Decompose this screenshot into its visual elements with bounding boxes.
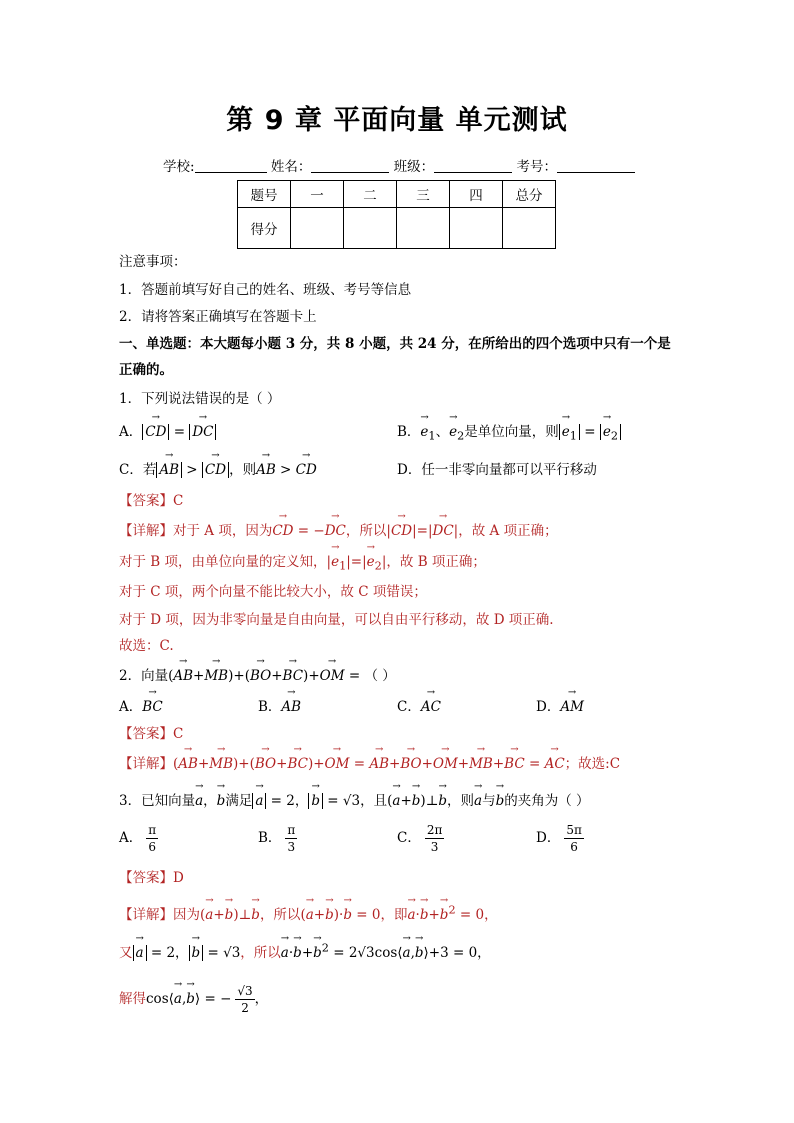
fraction: $\frac{\pi}{6}$ [148, 823, 157, 854]
q1-option-b: B．→ $e_1$、→ $e_2$是单位向量，则→ $e_1$ = → $e_2$ [397, 420, 621, 443]
question-1-stem: 1．下列说法错误的是（ ） [119, 391, 281, 407]
fraction: $\frac{2\pi}{3}$ [426, 823, 443, 854]
name-blank[interactable] [311, 159, 389, 173]
score-header-cell: 一 [291, 181, 344, 208]
detail-label: 【详解】 [119, 523, 173, 539]
page-title: 第 9 章 平面向量 单元测试 [226, 105, 568, 136]
q2-answer: 【答案】C [119, 726, 184, 742]
detail-label: 【详解】 [119, 756, 173, 772]
score-cell[interactable] [397, 208, 450, 249]
option-label: B． [258, 699, 282, 715]
score-cell[interactable] [503, 208, 556, 249]
option-label: B． [397, 424, 421, 440]
detail-text: ，故 A 项正确； [458, 523, 558, 539]
stem-text: 3．已知向量 [119, 793, 196, 809]
option-label: A． [119, 699, 143, 715]
fraction: $\frac{5\pi}{6}$ [566, 823, 582, 854]
exam-no-label: 考号： [516, 159, 557, 175]
option-label: D． [536, 830, 561, 846]
score-cell[interactable] [450, 208, 503, 249]
q3-option-a [119, 822, 158, 855]
q2-detail: 【详解】(→ AB+→ MB)+(→ BO+→ BC)+→ OM = → AB+→ BO+→ OM+→ MB+→ BC = → AC；故选:C [119, 752, 620, 772]
fraction: $\frac{√3}{2}$ [237, 984, 253, 1015]
q1-option-d: D．任一非零向量都可以平行移动 [397, 462, 597, 478]
detail-text: ，故 B 项正确； [386, 554, 486, 570]
q3-option-d [536, 822, 584, 855]
option-label: C． [397, 699, 421, 715]
class-blank[interactable] [434, 159, 512, 173]
notes-item: 2．请将答案正确填写在答题卡上 [119, 309, 317, 325]
class-label: 班级： [393, 159, 435, 175]
question-3-stem: 3．已知向量→ a，→ b满足→ a = 2，→ b = √3，且(→ a+→ b)⊥→ b，则→ a与→ b的夹角为（ ） [119, 789, 590, 809]
q1-detail-1: 【详解】对于 A 项，因为→ CD = −→ DC，所以|→ CD|=|→ DC|，故 A 项正确； [119, 519, 558, 539]
score-cell[interactable] [291, 208, 344, 249]
q3-option-c [397, 822, 444, 855]
q2-option-d: D．→ AM [536, 695, 584, 715]
detail-text: 因为 [173, 907, 200, 923]
q3-detail-2: 又→ a = 2，→ b = √3，所以→ $a\cdot\to b+\to b^2$ = 2√3cos⟨→ a,→ b⟩+3 = 0， [119, 941, 491, 961]
option-label: C．若 [119, 462, 157, 478]
score-header-cell: 总分 [503, 181, 556, 208]
stem-text: （ ） [364, 668, 396, 684]
q3-answer: 【答案】D [119, 870, 184, 886]
school-label: 学校: [163, 159, 195, 175]
stem-text: ，且 [360, 793, 388, 809]
detail-text: ，所以 [240, 945, 281, 961]
detail-label: 【详解】 [119, 907, 173, 923]
section-heading-cont: 正确的。 [119, 362, 173, 378]
stem-text: 与 [482, 793, 496, 809]
q2-option-a: A．→ BC [119, 695, 163, 715]
fraction: $\frac{\pi}{3}$ [287, 823, 296, 854]
stem-text: 2．向量 [119, 668, 169, 684]
option-label: A． [119, 424, 143, 440]
section-heading: 一、单选题：本大题每小题 3 分，共 8 小题，共 24 分，在所给出的四个选项中只有一个是 [119, 336, 671, 352]
q3-detail-1: 【详解】因为(→ a+→ b)⊥→ b，所以(→ a+→ b)·→ b = 0，即→ $a\cdot\to b+\to b^2 = 0$， [119, 903, 498, 923]
q1-detail-2: 对于 B 项，由单位向量的定义知，|→ $e_1|=|\to e_2|$，故 B 项正确； [119, 550, 486, 573]
option-text: 是单位向量，则 [464, 424, 559, 440]
name-label: 姓名： [270, 159, 312, 175]
q1-option-c: C．若→ AB > → CD ，则→ AB > → CD [119, 458, 317, 478]
stem-text: 满足 [225, 793, 253, 809]
score-cell[interactable] [344, 208, 397, 249]
detail-text: ，所以 [259, 907, 301, 923]
detail-text: 对于 A 项，因为 [173, 523, 273, 539]
q1-answer: 【答案】C [119, 493, 184, 509]
question-2-stem: 2．向量(→ AB+→ MB)+(→ BO+→ BC)+→ OM = （ ） [119, 664, 396, 684]
option-label: B． [258, 830, 282, 846]
stem-text: ，则 [447, 793, 475, 809]
detail-text: 解得 [119, 991, 146, 1007]
option-text: ，则 [229, 462, 257, 478]
q3-option-b [258, 822, 297, 855]
notes-item: 1．答题前填写好自己的姓名、班级、考号等信息 [119, 282, 412, 298]
exam-no-blank[interactable] [557, 159, 635, 173]
stem-text: 的夹角为（ ） [504, 793, 590, 809]
option-label: D． [536, 699, 561, 715]
detail-text: 对于 B 项，由单位向量的定义知， [119, 554, 327, 570]
score-row-label: 得分 [238, 208, 291, 249]
q1-detail-5: 故选：C. [119, 638, 174, 654]
score-table [237, 180, 556, 249]
score-header-cell: 三 [397, 181, 450, 208]
q1-detail-4: 对于 D 项，因为非零向量是自由向量，可以自由平行移动，故 D 项正确. [119, 612, 554, 628]
q2-option-c: C．→ AC [397, 695, 441, 715]
q1-option-a: A．→ CD = → DC [119, 420, 216, 440]
score-header-cell: 四 [450, 181, 503, 208]
q3-detail-3: 解得cos⟨→ a,→ b⟩ = − $\frac{√3}{2}$ ， [119, 983, 268, 1016]
q2-option-b: B．→ AB [258, 695, 301, 715]
detail-text: ，所以 [345, 523, 387, 539]
option-label: A． [119, 830, 143, 846]
score-header-cell: 二 [344, 181, 397, 208]
school-blank[interactable] [195, 159, 267, 173]
detail-text: ；故选:C [564, 756, 621, 772]
detail-text: 又 [119, 945, 133, 961]
student-info-line [163, 155, 635, 175]
detail-text: ，即 [380, 907, 408, 923]
q1-detail-3: 对于 C 项，两个向量不能比较大小，故 C 项错误； [119, 584, 427, 600]
option-label: C． [397, 830, 421, 846]
notes-heading: 注意事项： [119, 254, 187, 270]
score-header-cell: 题号 [238, 181, 291, 208]
